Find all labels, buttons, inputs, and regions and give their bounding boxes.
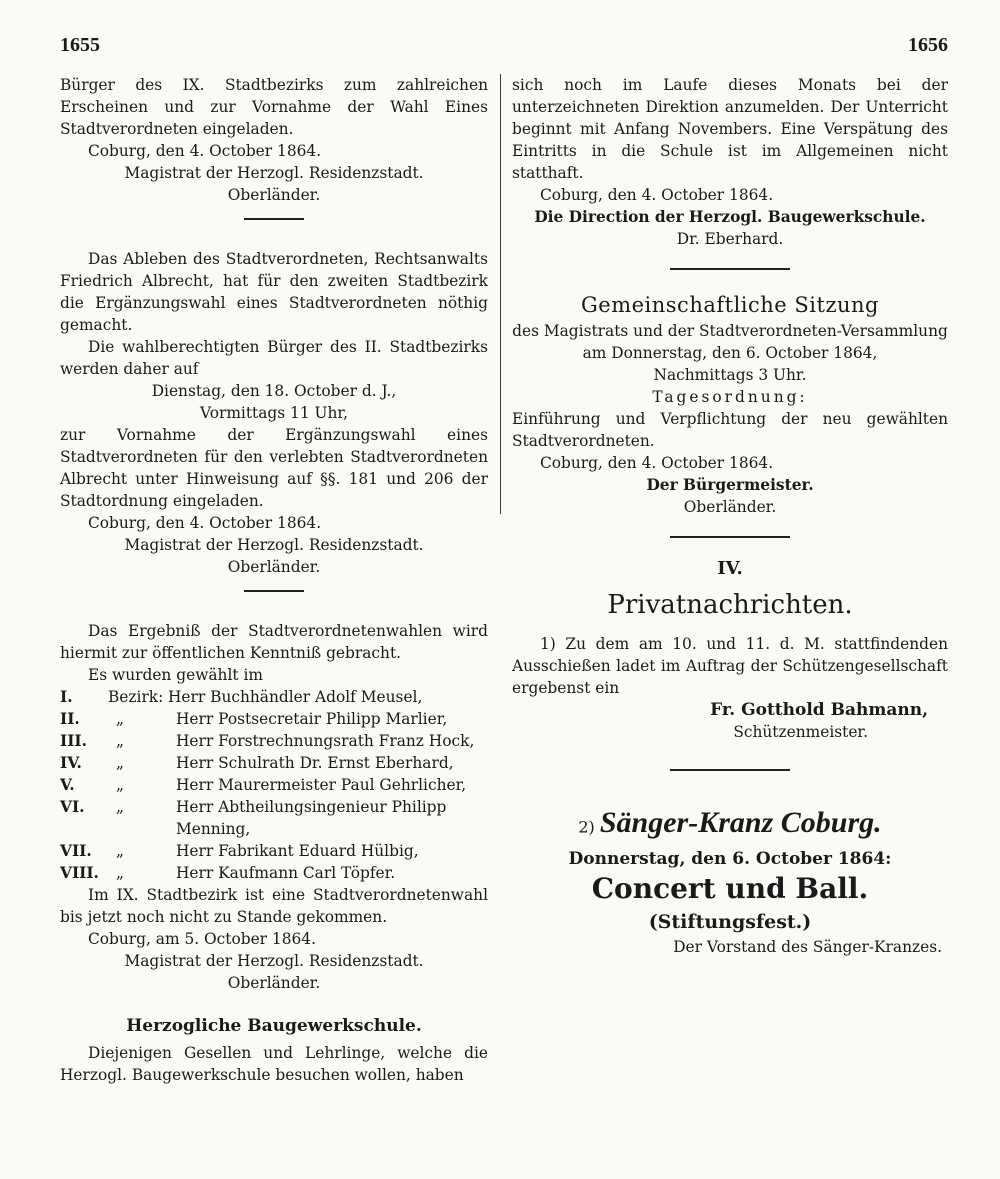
district-mark: „ <box>116 842 124 860</box>
list-item <box>60 796 488 840</box>
event-title: Concert und Ball. <box>591 871 869 905</box>
elected-name: Herr Kaufmann Carl Töpfer. <box>176 864 396 882</box>
section-divider <box>244 218 304 220</box>
section-divider <box>244 590 304 592</box>
district-number: VII. <box>60 842 92 860</box>
club-title-line <box>512 803 948 848</box>
elected-name: Herr Fabrikant Eduard Hülbig, <box>176 842 419 860</box>
section-heading: Privatnachrichten. <box>607 590 853 620</box>
section-number: IV. <box>717 558 743 579</box>
elected-name: Herr Abtheilungsingenieur Philipp Menning, <box>176 798 447 838</box>
notice-text: sich noch im Laufe dieses Monats bei der unterzeichneten Direktion anzumelden. Der Unterricht beginnt mit Anfang Novembers. Eine Verspätung des Eintritts in die Schule ist im Allgemeinen nicht statthaft. <box>512 76 948 182</box>
notice-signature-name: Fr. Gotthold Bahmann, <box>710 700 928 720</box>
agenda-text: Einführung und Verpflichtung der neu gewählten Stadtverordneten. <box>512 410 948 450</box>
list-item <box>60 708 488 730</box>
list-item <box>60 862 488 884</box>
event-date: Donnerstag, den 6. October 1864: <box>568 848 892 869</box>
list-item <box>60 840 488 862</box>
notice-signature-name: Oberländer. <box>227 974 321 992</box>
notice-signature: Der Vorstand des Sänger-Kranzes. <box>673 937 942 956</box>
district-mark: Bezirk: <box>108 688 164 706</box>
district-number: VIII. <box>60 864 99 882</box>
notice-signature-title: Schützenmeister. <box>733 723 868 741</box>
notice-signature-name: Dr. Eberhard. <box>676 230 784 248</box>
notice-number: 2) <box>578 817 595 837</box>
elected-name: Herr Buchhändler Adolf Meusel, <box>168 688 423 706</box>
list-item <box>60 686 488 708</box>
notice-paragraph: 1) Zu dem am 10. und 11. d. M. stattfindenden Ausschießen ladet im Auftrag der Schützengesellschaft ergebenst ein <box>512 635 948 697</box>
notice-date: Coburg, am 5. October 1864. <box>88 930 316 948</box>
notice-paragraph: Das Ableben des Stadtverordneten, Rechtsanwalts Friedrich Albrecht, hat für den zweiten Stadtbezirk die Ergänzungswahl eines Stadtverordneten nöthig gemacht. <box>60 250 488 334</box>
club-title: Sänger-Kranz Coburg. <box>599 806 882 839</box>
notice-date: Coburg, den 4. October 1864. <box>540 454 774 472</box>
notice-paragraph: Diejenigen Gesellen und Lehrlinge, welche die Herzogl. Baugewerkschule besuchen wollen, haben <box>60 1044 488 1084</box>
district-number: II. <box>60 710 80 728</box>
district-number: I. <box>60 688 73 706</box>
page-number-right: 1656 <box>908 34 948 56</box>
election-time: Vormittags 11 Uhr, <box>200 404 348 422</box>
notice-supplementary-election <box>60 248 488 578</box>
right-column <box>512 74 948 958</box>
notice-signature-name: Oberländer. <box>227 186 321 204</box>
left-column <box>60 74 488 1086</box>
notice-date: Coburg, den 4. October 1864. <box>540 186 774 204</box>
notice-ix-election <box>60 74 488 206</box>
section-divider <box>670 769 790 771</box>
column-divider <box>500 74 501 514</box>
section-divider <box>670 536 790 538</box>
notice-text: Bürger des IX. Stadtbezirks zum zahlreichen Erscheinen und zur Vornahme der Wahl Eines Stadtverordneten eingeladen. <box>60 76 488 138</box>
section-heading: Gemeinschaftliche Sitzung <box>581 293 879 317</box>
elected-name: Herr Maurermeister Paul Gehrlicher, <box>176 776 467 794</box>
session-subtitle: des Magistrats und der Stadtverordneten-Versammlung <box>512 322 948 340</box>
notice-baugewerkschule-continued <box>512 74 948 250</box>
elected-name: Herr Forstrechnungsrath Franz Hock, <box>176 732 475 750</box>
district-mark: „ <box>116 798 124 816</box>
notice-paragraph: Es wurden gewählt im <box>88 666 263 684</box>
event-note: (Stiftungsfest.) <box>648 910 812 933</box>
notice-signature-authority: Magistrat der Herzogl. Residenzstadt. <box>124 952 424 970</box>
district-number: V. <box>60 776 75 794</box>
elected-name: Herr Postsecretair Philipp Marlier, <box>176 710 448 728</box>
page-number-left: 1655 <box>60 34 100 56</box>
district-mark: „ <box>116 710 124 728</box>
list-item <box>60 752 488 774</box>
notice-date: Coburg, den 4. October 1864. <box>88 142 322 160</box>
section-heading: Herzogliche Baugewerkschule. <box>126 1016 422 1036</box>
notice-signature-authority: Magistrat der Herzogl. Residenzstadt. <box>124 164 424 182</box>
elected-list <box>60 686 488 884</box>
agenda-label: Tagesordnung: <box>652 388 808 406</box>
notice-date: Coburg, den 4. October 1864. <box>88 514 322 532</box>
election-day: Dienstag, den 18. October d. J., <box>151 382 397 400</box>
list-item <box>60 774 488 796</box>
district-mark: „ <box>116 732 124 750</box>
notice-joint-session <box>512 290 948 518</box>
notice-paragraph: Im IX. Stadtbezirk ist eine Stadtverordnetenwahl bis jetzt noch nicht zu Stande gekommen. <box>60 886 488 926</box>
private-news-section <box>512 558 948 743</box>
elected-name: Herr Schulrath Dr. Ernst Eberhard, <box>176 754 454 772</box>
notice-baugewerkschule <box>60 1016 488 1086</box>
notice-paragraph: Die wahlberechtigten Bürger des II. Stadtbezirks werden daher auf <box>60 338 488 378</box>
district-mark: „ <box>116 754 124 772</box>
session-date: am Donnerstag, den 6. October 1864, <box>582 344 878 362</box>
district-number: III. <box>60 732 87 750</box>
district-mark: „ <box>116 776 124 794</box>
notice-election-results <box>60 620 488 994</box>
notice-signature-name: Oberländer. <box>683 498 777 516</box>
notice-signature-name: Oberländer. <box>227 558 321 576</box>
district-mark: „ <box>116 864 124 882</box>
list-item <box>60 730 488 752</box>
section-divider <box>670 268 790 270</box>
notice-signature-authority: Die Direction der Herzogl. Baugewerkschule. <box>534 208 926 226</box>
district-number: VI. <box>60 798 85 816</box>
district-number: IV. <box>60 754 82 772</box>
notice-saenger-kranz <box>512 803 948 958</box>
notice-signature-authority: Magistrat der Herzogl. Residenzstadt. <box>124 536 424 554</box>
notice-paragraph: Das Ergebniß der Stadtverordnetenwahlen wird hiermit zur öffentlichen Kenntniß gebracht. <box>60 622 488 662</box>
notice-signature-authority: Der Bürgermeister. <box>646 476 814 494</box>
session-time: Nachmittags 3 Uhr. <box>653 366 807 384</box>
notice-paragraph: zur Vornahme der Ergänzungswahl eines Stadtverordneten für den verlebten Stadtverordneten Albrecht unter Hinweisung auf §§. 181 und 206 der Stadtordnung eingeladen. <box>60 426 488 510</box>
